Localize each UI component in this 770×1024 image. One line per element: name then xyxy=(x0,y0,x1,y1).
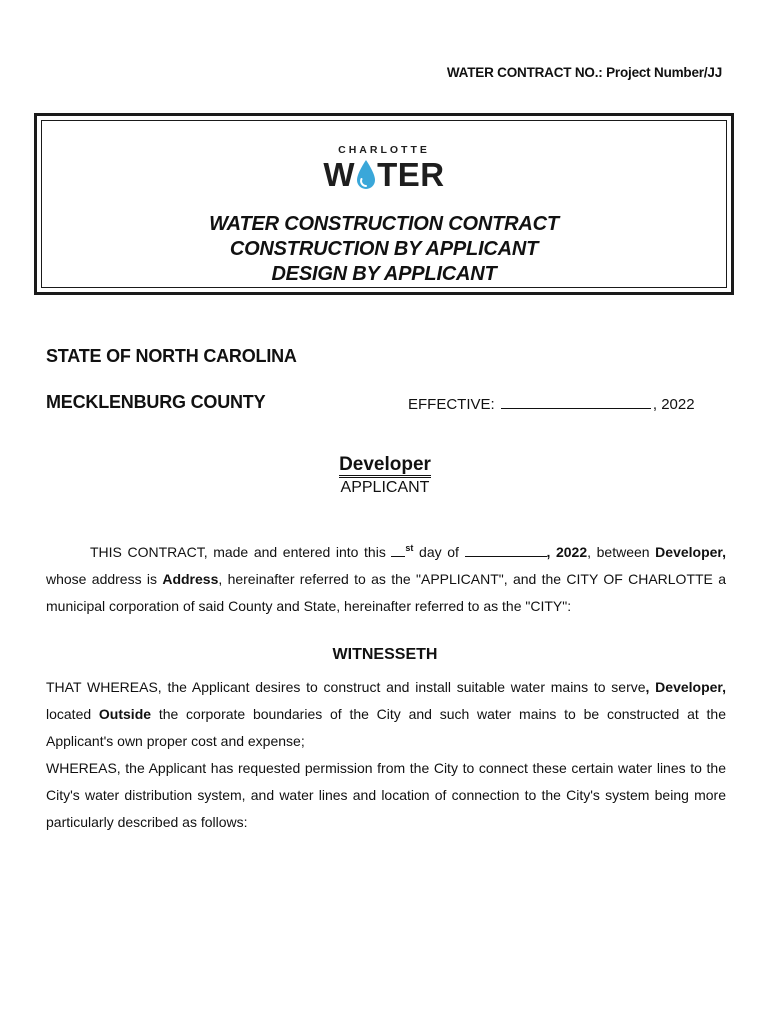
title-box xyxy=(34,113,734,295)
intro-paragraph: THIS CONTRACT, made and entered into this $^{st}$ day of , 2022, between Developer, whose address is Address, hereinafter referred to as the "APPLICANT", and the CITY OF CHARLOTTE a municipal corporation of said County and State, hereinafter referred to as the "CITY": xyxy=(46,543,726,614)
contract-year: , 2022 xyxy=(546,544,588,560)
title-line-1: WATER CONSTRUCTION CONTRACT xyxy=(209,213,559,235)
logo-water-w: W xyxy=(323,156,356,193)
logo-water-ter: TER xyxy=(377,156,445,193)
effective-date xyxy=(408,396,695,413)
developer-name: Developer, xyxy=(655,679,726,695)
day-blank[interactable] xyxy=(391,546,405,557)
charlotte-water-logo xyxy=(37,144,731,192)
month-blank[interactable] xyxy=(465,546,547,557)
location-outside: Outside xyxy=(98,706,152,722)
effective-year: , 2022 xyxy=(652,396,695,413)
effective-label: EFFECTIVE: xyxy=(408,396,495,413)
ordinal-suffix: st xyxy=(405,543,414,553)
developer-address: Address xyxy=(162,571,219,587)
party-name xyxy=(0,454,770,476)
contract-title xyxy=(37,212,731,287)
party-role: APPLICANT xyxy=(340,479,430,496)
developer-name: Developer, xyxy=(655,544,726,560)
whereas-paragraph-1: THAT WHEREAS, the Applicant desires to construct and install suitable water mains to serve, Developer, located Outside the corporate boundaries of the City and such water mains to be constructed at the Applicant's own proper cost and expense; xyxy=(46,679,726,749)
state-heading: STATE OF NORTH CAROLINA xyxy=(46,346,297,366)
witnesseth-heading: WITNESSETH xyxy=(332,646,438,663)
effective-date-blank[interactable] xyxy=(501,396,651,409)
logo-charlotte-text: CHARLOTTE xyxy=(338,144,430,156)
title-line-3: DESIGN BY APPLICANT xyxy=(271,263,497,285)
party-name-text: Developer xyxy=(339,454,431,478)
water-drop-icon xyxy=(354,158,378,192)
title-line-2: CONSTRUCTION BY APPLICANT xyxy=(229,238,539,260)
county-heading: MECKLENBURG COUNTY xyxy=(46,392,266,412)
logo-water-wordmark xyxy=(323,158,444,192)
whereas-paragraph-2: WHEREAS, the Applicant has requested permission from the City to connect these certain water lines to the City's water distribution system, and water lines and location of connection to the City's system being more particularly described as follows: xyxy=(46,760,726,830)
contract-number: WATER CONTRACT NO.: Project Number/JJ xyxy=(446,65,722,80)
